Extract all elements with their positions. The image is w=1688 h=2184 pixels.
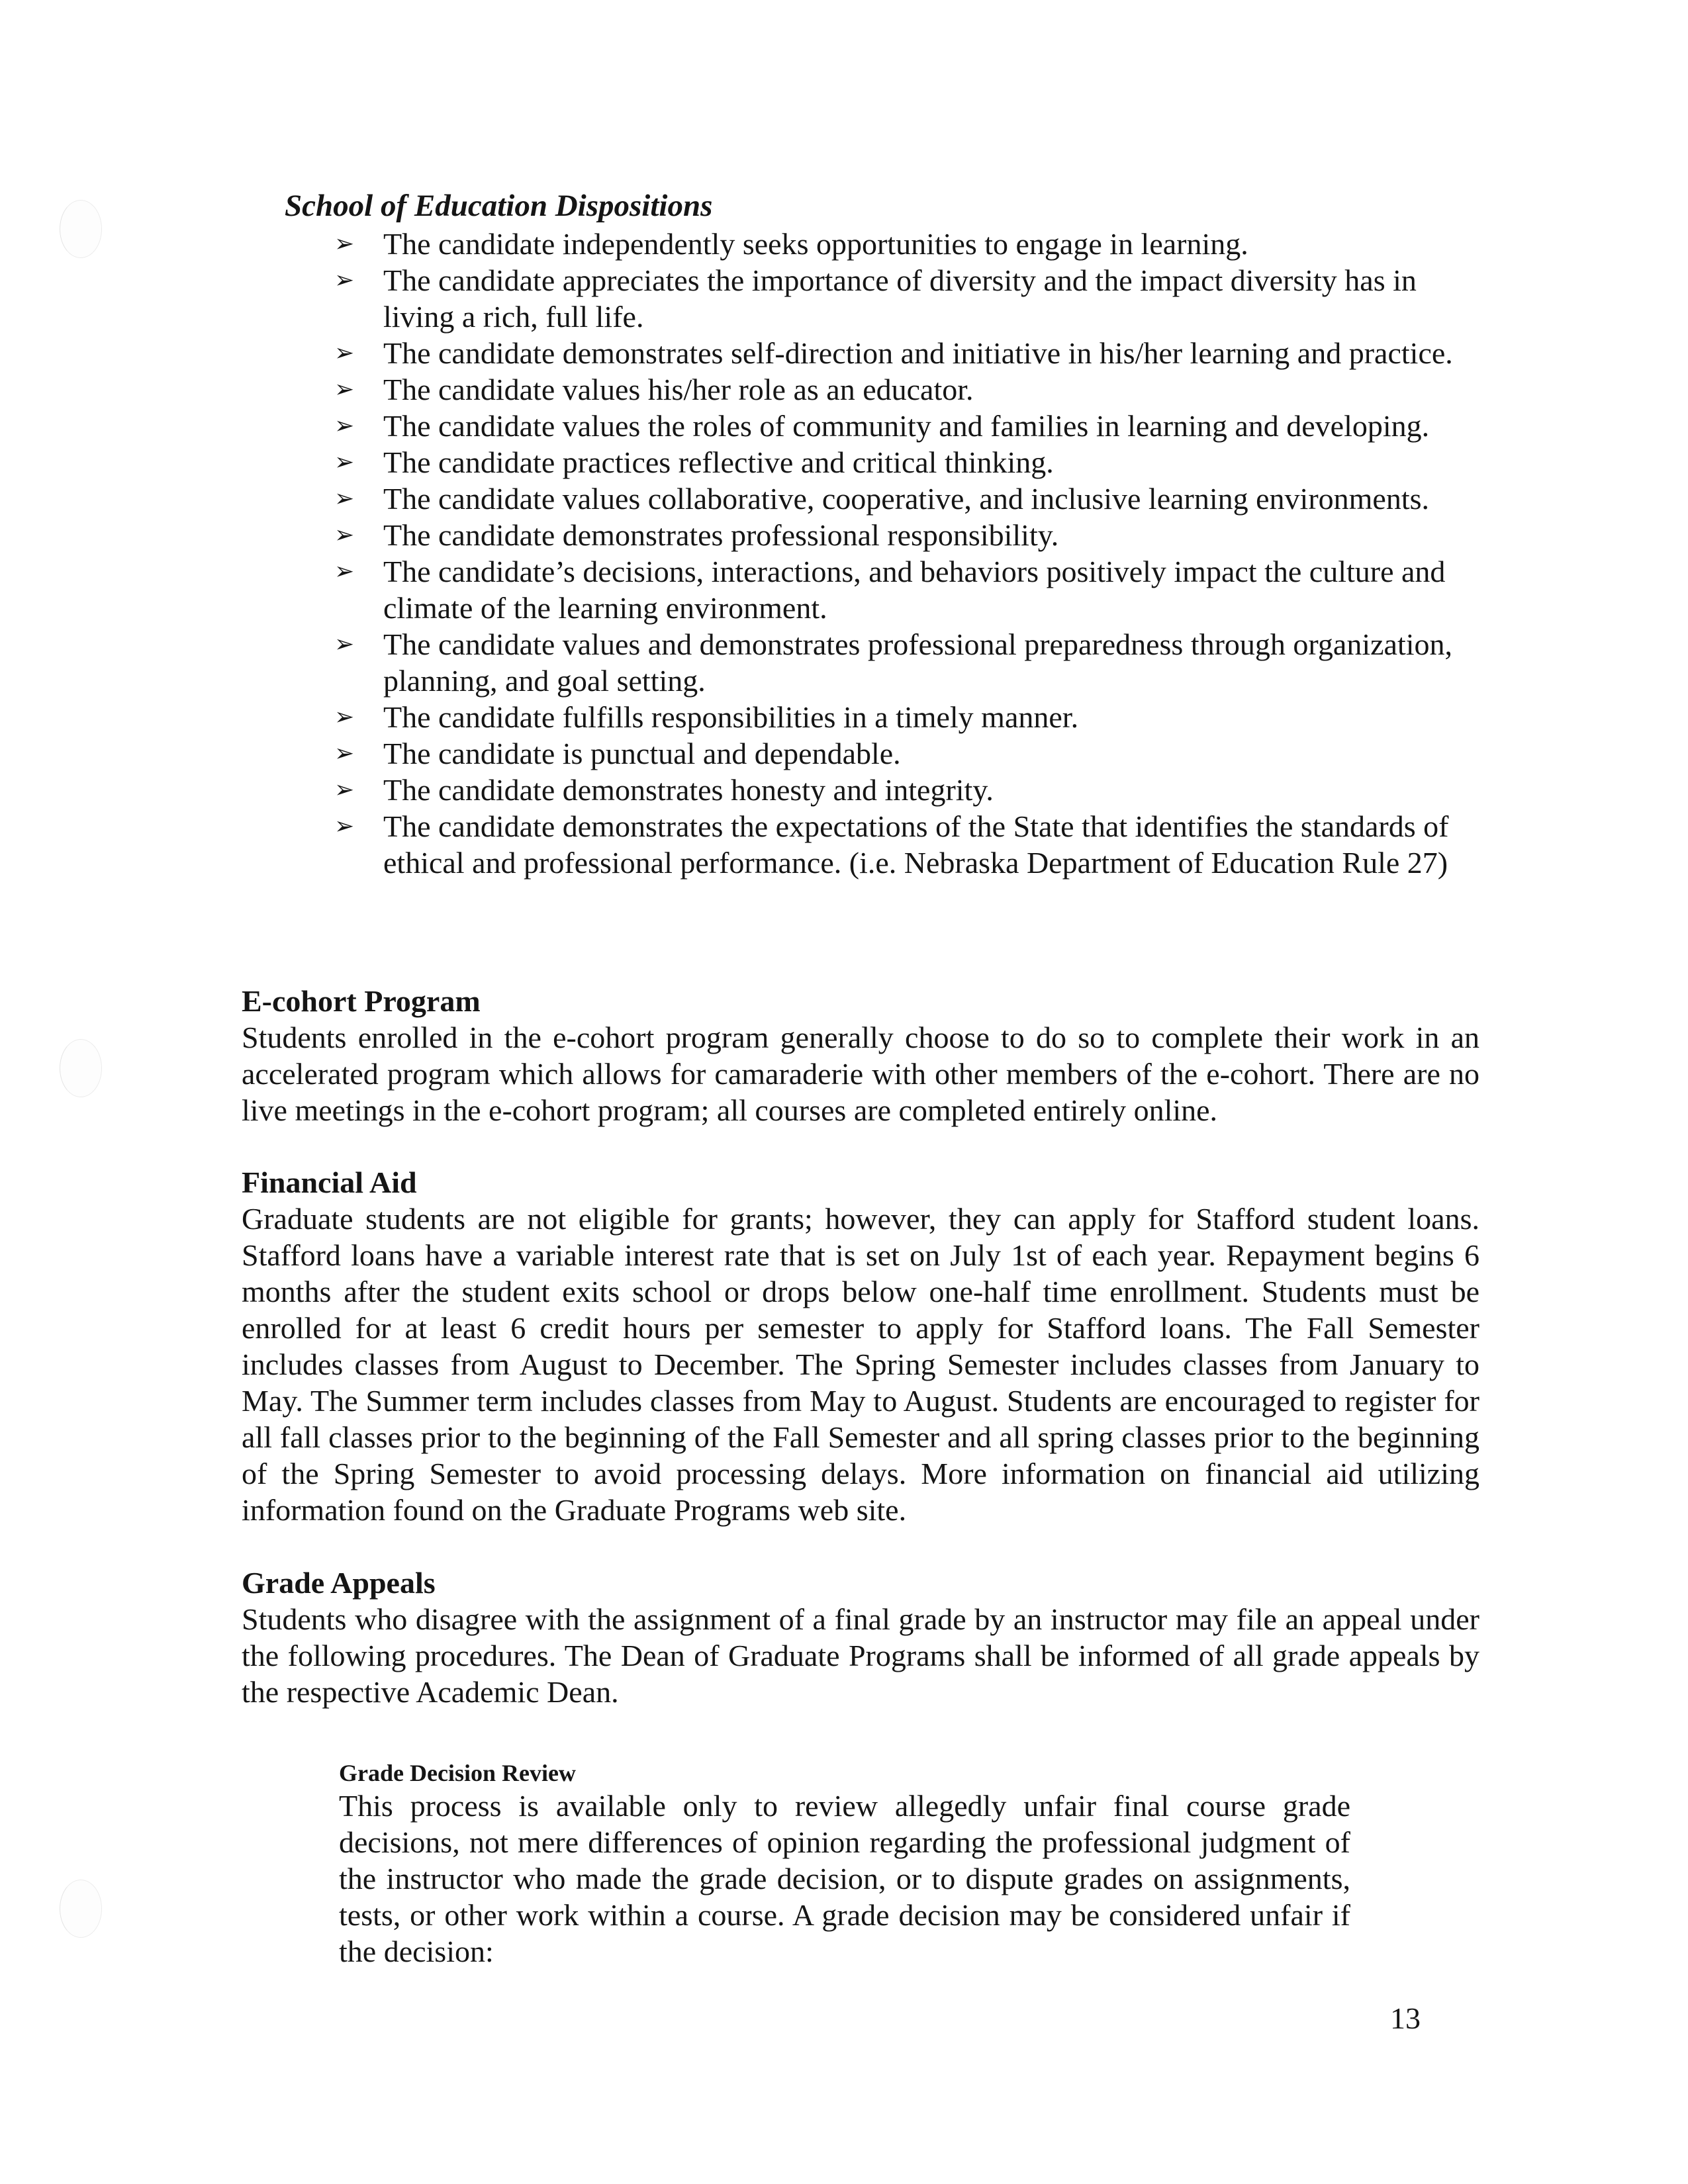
binder-hole: [60, 1039, 102, 1097]
arrow-bullet-icon: ➢: [334, 412, 355, 439]
disposition-text: The candidate independently seeks opportunities to engage in learning.: [383, 227, 1248, 261]
arrow-bullet-icon: ➢: [334, 230, 355, 257]
disposition-item: [334, 772, 1483, 808]
disposition-item: [334, 699, 1483, 735]
disposition-item: [334, 408, 1483, 444]
dispositions-title: School of Education Dispositions: [285, 189, 713, 223]
disposition-text: The candidate demonstrates the expectations of the State that identifies the standards of ethical and professional performance. (i.e. Nebraska Department of Education Rule 27): [383, 809, 1449, 880]
disposition-item: [334, 626, 1483, 699]
financial-aid-body: Graduate students are not eligible for grants; however, they can apply for Stafford student loans. Stafford loans have a variable interest rate that is set on July 1st of each year. Repayment begins 6 months after the student exits school or drops below one-half time enrollment. Students must be enrolled for at least 6 credit hours per semester to apply for Stafford loans. The Fall Semester includes classes from August to December. The Spring Semester includes classes from January to May. The Summer term includes classes from May to August. Students are encouraged to register for all fall classes prior to the beginning of the Fall Semester and all spring classes prior to the beginning of the Spring Semester to avoid processing delays. More information on financial aid utilizing information found on the Graduate Programs web site.: [242, 1202, 1479, 1527]
arrow-bullet-icon: ➢: [334, 740, 355, 767]
arrow-bullet-icon: ➢: [334, 522, 355, 549]
disposition-text: The candidate is punctual and dependable.: [383, 737, 901, 770]
arrow-bullet-icon: ➢: [334, 558, 355, 585]
arrow-bullet-icon: ➢: [334, 776, 355, 803]
disposition-text: The candidate fulfills responsibilities in a timely manner.: [383, 700, 1079, 734]
arrow-bullet-icon: ➢: [334, 376, 355, 403]
ecohort-section: [242, 983, 1479, 1128]
disposition-text: The candidate demonstrates honesty and integrity.: [383, 773, 994, 807]
disposition-text: The candidate appreciates the importance of diversity and the impact diversity has in living a rich, full life.: [383, 263, 1417, 334]
financial-aid-heading: Financial Aid: [242, 1165, 417, 1199]
ecohort-heading: E-cohort Program: [242, 984, 481, 1018]
financial-aid-section: [242, 1164, 1479, 1528]
grade-review-body: This process is available only to review allegedly unfair final course grade decisions, not mere differences of opinion regarding the professional judgment of the instructor who made the grade decision, or to dispute grades on assignments, tests, or other work within a course. A grade decision may be considered unfair if the decision:: [339, 1789, 1350, 1968]
ecohort-body: Students enrolled in the e-cohort program generally choose to do so to complete their work in an accelerated program which allows for camaraderie with other members of the e-cohort. There are no live meetings in the e-cohort program; all courses are completed entirely online.: [242, 1021, 1479, 1127]
disposition-item: [334, 808, 1483, 881]
disposition-item: [334, 226, 1483, 262]
arrow-bullet-icon: ➢: [334, 485, 355, 512]
arrow-bullet-icon: ➢: [334, 449, 355, 476]
disposition-item: [334, 517, 1483, 553]
disposition-text: The candidate practices reflective and critical thinking.: [383, 445, 1054, 479]
grade-review-heading: Grade Decision Review: [339, 1760, 576, 1786]
arrow-bullet-icon: ➢: [334, 631, 355, 658]
disposition-text: The candidate demonstrates self-direction and initiative in his/her learning and practice.: [383, 336, 1453, 370]
arrow-bullet-icon: ➢: [334, 704, 355, 731]
disposition-item: [334, 735, 1483, 772]
disposition-item: [334, 262, 1483, 335]
binder-hole: [60, 1880, 102, 1938]
disposition-text: The candidate values his/her role as an educator.: [383, 373, 974, 406]
disposition-item: [334, 444, 1483, 480]
grade-review-section: [339, 1758, 1350, 1970]
page-number: 13: [1390, 2001, 1421, 2035]
disposition-item: [334, 480, 1483, 517]
grade-appeals-heading: Grade Appeals: [242, 1566, 436, 1600]
arrow-bullet-icon: ➢: [334, 267, 355, 294]
binder-hole: [60, 200, 102, 258]
disposition-text: The candidate’s decisions, interactions, and behaviors positively impact the culture and climate of the learning environment.: [383, 555, 1446, 625]
disposition-text: The candidate values and demonstrates professional preparedness through organization, planning, and goal setting.: [383, 627, 1453, 698]
disposition-item: [334, 335, 1483, 371]
arrow-bullet-icon: ➢: [334, 340, 355, 367]
disposition-item: [334, 371, 1483, 408]
grade-appeals-body: Students who disagree with the assignment of a final grade by an instructor may file an appeal under the following procedures. The Dean of Graduate Programs shall be informed of all grade appeals by the respective Academic Dean.: [242, 1602, 1479, 1709]
grade-appeals-section: [242, 1565, 1479, 1710]
disposition-text: The candidate demonstrates professional responsibility.: [383, 518, 1059, 552]
disposition-text: The candidate values the roles of community and families in learning and developing.: [383, 409, 1430, 443]
disposition-item: [334, 553, 1483, 626]
arrow-bullet-icon: ➢: [334, 813, 355, 840]
disposition-text: The candidate values collaborative, cooperative, and inclusive learning environments.: [383, 482, 1430, 516]
dispositions-list: [334, 226, 1483, 881]
